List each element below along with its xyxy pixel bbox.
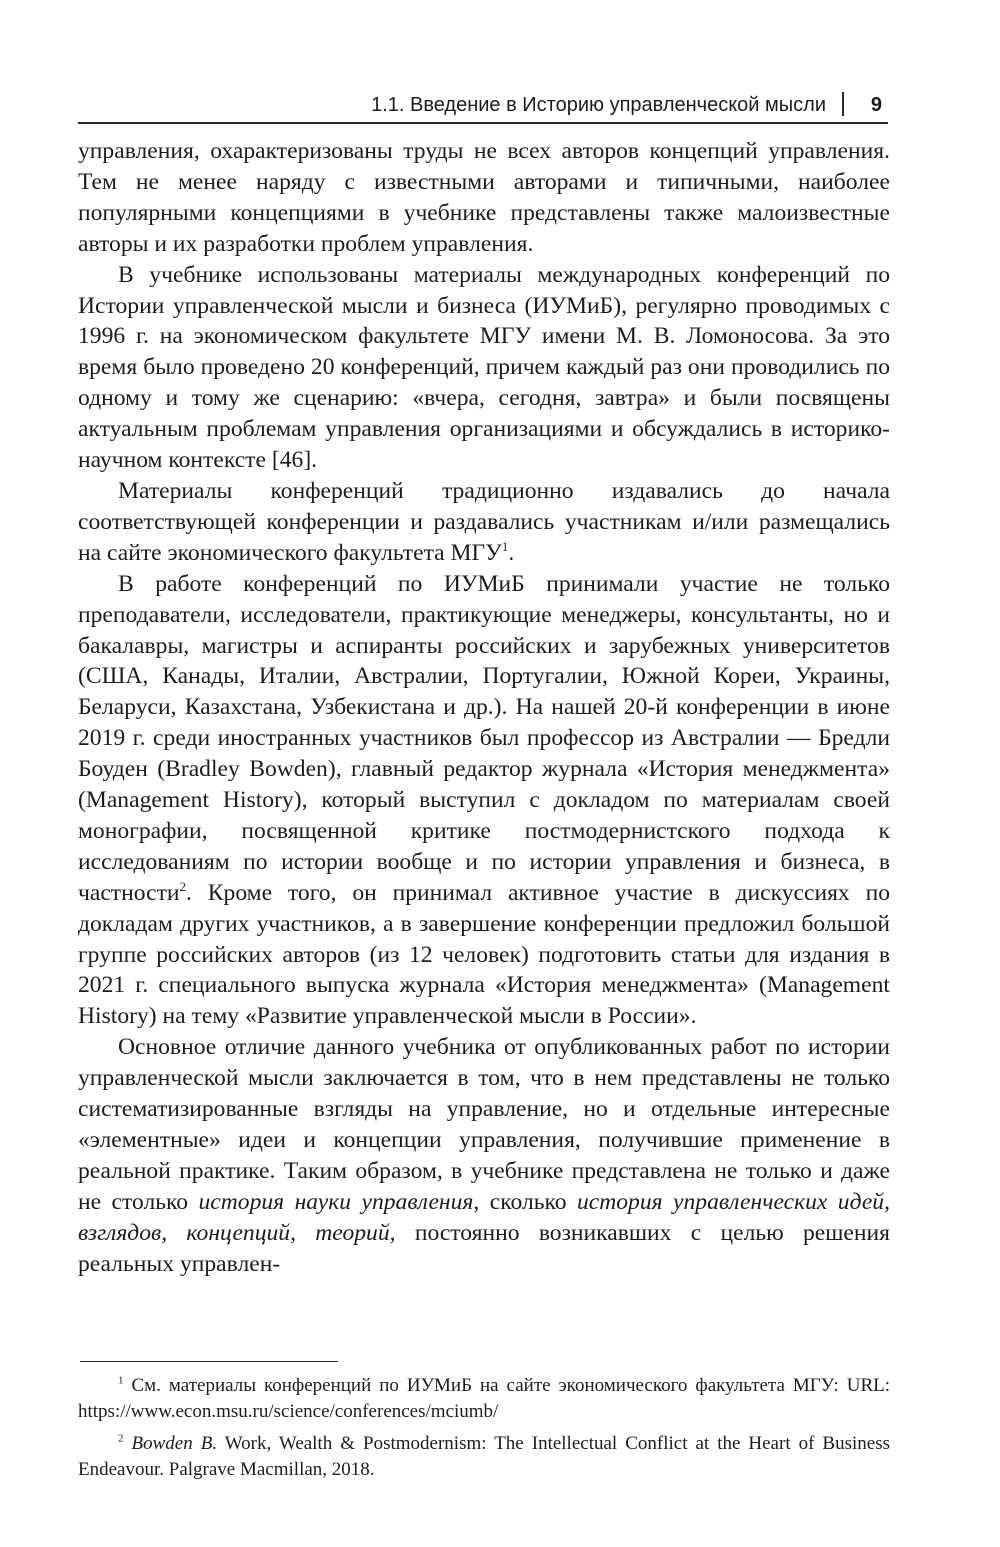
footnote-2-marker: 2 [118, 1432, 124, 1445]
header-divider [842, 92, 844, 116]
paragraph-5-part-b: , сколько [473, 1188, 577, 1215]
page-number: 9 [870, 94, 882, 116]
paragraph-5-part-a: Основное отличие данного учебника от опубликованных работ по истории управленческой мысли заключается в том, что в нем представлены не только систематизированные взгляды на управление, но и отдельные интересные «элементные» идеи и концепции управления, получившие применение в реальной практике. Таким образом, в учебнике представлена не только и даже не столько [78, 1034, 890, 1215]
paragraph-5-italic-2: история управленческих идей, взглядов, концепций, теорий, [78, 1188, 890, 1246]
footnote-1-marker: 1 [118, 1374, 124, 1387]
paragraph-4 [78, 569, 890, 1033]
paragraph-5 [78, 1032, 890, 1279]
header-title: 1.1. Введение в Историю управленческой мысли [371, 94, 826, 116]
footnote-1 [78, 1373, 890, 1425]
paragraph-2: В учебнике использованы материалы международных конференций по Истории управленческой мысли и бизнеса (ИУМиБ), регулярно проводимых с 1996 г. на экономическом факультете МГУ имени М. В. Ломоносова. За это время было проведено 20 конференций, причем каждый раз они проводились по одному и тому же сценарию: «вчера, сегодня, завтра» и были посвящены актуальным проблемам управления организациями и обсуждались в историко-научном контексте [46]. [78, 261, 890, 474]
footnote-ref-1: 1 [501, 538, 509, 554]
footnote-2 [78, 1431, 890, 1483]
paragraph-3 [78, 476, 890, 569]
paragraph-4-text: В работе конференций по ИУМиБ принимали участие не только преподаватели, исследователи, практикующие менеджеры, консультанты, но и бакалавры, магистры и аспиранты российских и зарубежных университетов (США, Канады, Италии, Австралии, Португалии, Южной Кореи, Украины, Беларуси, Казахстана, Узбекистана и др.). На нашей 20-й конференции в июне 2019 г. среди иностранных участников был профессор из Австралии — Бредли Боуден (Bradley Bowden), главный редактор журнала «История менеджмента» (Management History), который выступил с докладом по материалам своей монографии, посвященной критике постмодернистского подхода к исследованиям по истории вообще и по истории управления и бизнеса, в частности [78, 570, 890, 906]
paragraph-3-end: . [508, 539, 515, 566]
paragraph-5-part-c: постоянно возникавших с целью решения реальных управлен- [78, 1219, 891, 1277]
footnote-2-author: Bowden B. [131, 1433, 218, 1454]
main-text [78, 136, 890, 1280]
footnotes [78, 1373, 890, 1483]
footnote-divider [80, 1361, 338, 1362]
footnote-ref-2: 2 [179, 878, 187, 894]
paragraph-5-italic-1: история науки управления [198, 1188, 474, 1215]
footnote-1-text: См. материалы конференций по ИУМиБ на сайте экономического факультета МГУ: URL: https://www.econ.msu.ru/science/conferences/mciumb/ [78, 1375, 891, 1422]
paragraph-4-rest: . Кроме того, он принимал активное участие в дискуссиях по докладам других участников, а в завершение конференции предложил большой группе российских авторов (из 12 человек) подготовить статьи для издания в 2021 г. специального выпуска журнала «История менеджмента» (Management History) на тему «Развитие управленческой мысли в России». [78, 879, 890, 1030]
paragraph-3-text: Материалы конференций традиционно издавались до начала соответствующей конференции и раздавались участникам и/или размещались на сайте экономического факультета МГУ [78, 477, 890, 566]
running-header [78, 92, 888, 124]
paragraph-1: управления, охарактеризованы труды не всех авторов концепций управления. Тем не менее наряду с известными авторами и типичными, наиболее популярными концепциями в учебнике представлены также малоизвестные авторы и их разработки проблем управления. [78, 138, 890, 257]
footnote-2-text: Work, Wealth & Postmodernism: The Intellectual Conflict at the Heart of Business Endeavour. Palgrave Macmillan, 2018. [78, 1433, 891, 1480]
